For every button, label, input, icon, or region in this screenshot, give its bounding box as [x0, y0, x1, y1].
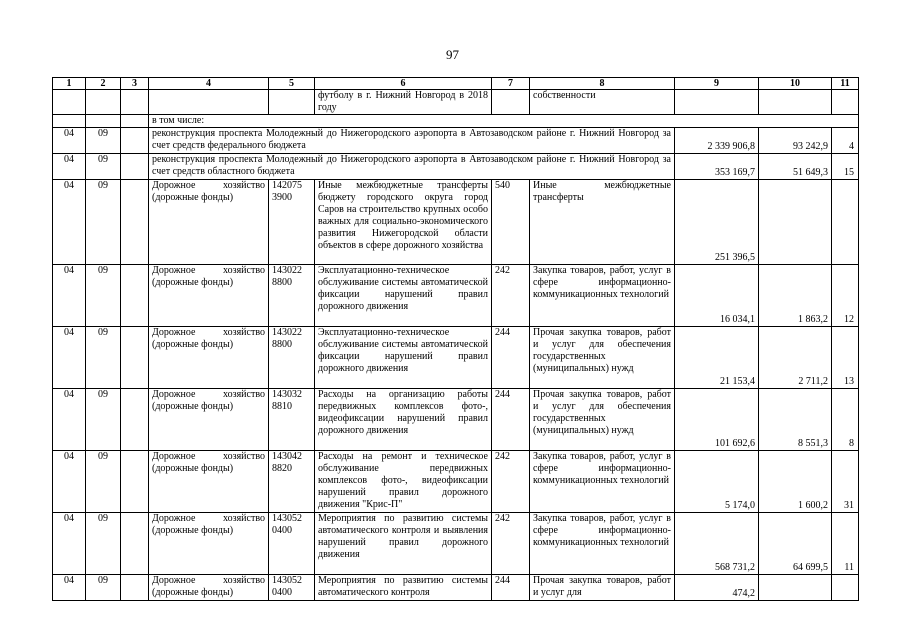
cell-expense-type: Прочая закупка товаров, работ и услуг для [530, 575, 675, 601]
cell-category: Дорожное хозяйство (дорожные фонды) [149, 180, 269, 265]
page-number: 97 [446, 47, 459, 62]
col-header: 4 [149, 78, 269, 90]
col-header: 10 [759, 78, 832, 90]
cell-rank [832, 575, 859, 601]
cell-purpose: Мероприятия по развитию системы автоматического контроля и выявления нарушений правил дорожного движения [315, 513, 492, 575]
cell-expense-type: Прочая закупка товаров, работ и услуг для обеспечения государственных (муниципальных) нужд [530, 327, 675, 389]
header-row [53, 78, 859, 90]
table-row [53, 128, 859, 154]
cell-rank: 12 [832, 265, 859, 327]
cell-section: 04 [53, 575, 86, 601]
cell-rank: 31 [832, 451, 859, 513]
cell-amount: 16 034,1 [675, 265, 759, 327]
cell-code: 143032 8810 [269, 389, 315, 451]
cell-code: 143052 0400 [269, 575, 315, 601]
cell-kvr: 540 [492, 180, 530, 265]
table-row [53, 513, 859, 575]
table-row [53, 389, 859, 451]
cell-purpose: футболу в г. Нижний Новгород в 2018 году [315, 90, 492, 115]
cell-expense-type: Закупка товаров, работ, услуг в сфере информационно-коммуникационных технологий [530, 265, 675, 327]
cell-subsection: 09 [86, 154, 121, 180]
cell-subsection: 09 [86, 575, 121, 601]
cell-rank: 15 [832, 154, 859, 180]
cell-expense-type: Закупка товаров, работ, услуг в сфере информационно-коммуникационных технологий [530, 513, 675, 575]
cell-code: 143052 0400 [269, 513, 315, 575]
cell-amount: 21 153,4 [675, 327, 759, 389]
cell-code: 143022 8800 [269, 265, 315, 327]
col-header: 1 [53, 78, 86, 90]
cell-category: Дорожное хозяйство (дорожные фонды) [149, 575, 269, 601]
cell-amount-2: 93 242,9 [759, 128, 832, 154]
cell-subsection: 09 [86, 389, 121, 451]
col-header: 6 [315, 78, 492, 90]
cell-section: 04 [53, 389, 86, 451]
cell-description: реконструкция проспекта Молодежный до Нижегородского аэропорта в Автозаводском районе г. Нижний Новгород за счет средств федерального бюджета [149, 128, 675, 154]
col-header: 3 [121, 78, 149, 90]
cell-subsection: 09 [86, 513, 121, 575]
subtitle-in-total: в том числе: [149, 115, 859, 128]
cell-code: 142075 3900 [269, 180, 315, 265]
cell-rank: 13 [832, 327, 859, 389]
col-header: 8 [530, 78, 675, 90]
cell-amount-2: 2 711,2 [759, 327, 832, 389]
cell-amount: 101 692,6 [675, 389, 759, 451]
table-row [53, 327, 859, 389]
cell-amount-2: 64 699,5 [759, 513, 832, 575]
cell-purpose: Эксплуатационно-техническое обслуживание системы автоматической фиксации нарушений правил дорожного движения [315, 327, 492, 389]
table-row [53, 154, 859, 180]
table-row [53, 90, 859, 115]
cell-amount-2: 8 551,3 [759, 389, 832, 451]
cell-rank: 11 [832, 513, 859, 575]
cell-amount-2: 1 863,2 [759, 265, 832, 327]
cell-kvr: 244 [492, 389, 530, 451]
cell-category: Дорожное хозяйство (дорожные фонды) [149, 451, 269, 513]
cell-code: 143022 8800 [269, 327, 315, 389]
cell-category: Дорожное хозяйство (дорожные фонды) [149, 265, 269, 327]
cell-rank [832, 180, 859, 265]
cell-subsection: 09 [86, 265, 121, 327]
cell-code: 143042 8820 [269, 451, 315, 513]
cell-section: 04 [53, 513, 86, 575]
cell-category: Дорожное хозяйство (дорожные фонды) [149, 389, 269, 451]
cell-amount-2: 51 649,3 [759, 154, 832, 180]
cell-section: 04 [53, 180, 86, 265]
cell-expense-type: Прочая закупка товаров, работ и услуг для обеспечения государственных (муниципальных) нужд [530, 389, 675, 451]
cell-subsection: 09 [86, 180, 121, 265]
cell-amount: 568 731,2 [675, 513, 759, 575]
cell-kvr: 242 [492, 265, 530, 327]
cell-kvr: 242 [492, 513, 530, 575]
col-header: 2 [86, 78, 121, 90]
col-header: 7 [492, 78, 530, 90]
cell-expense-type: Закупка товаров, работ, услуг в сфере информационно-коммуникационных технологий [530, 451, 675, 513]
table-row [53, 265, 859, 327]
cell-rank: 4 [832, 128, 859, 154]
cell-amount-2 [759, 180, 832, 265]
cell-rank: 8 [832, 389, 859, 451]
cell-category: Дорожное хозяйство (дорожные фонды) [149, 513, 269, 575]
cell-purpose: Эксплуатационно-техническое обслуживание системы автоматической фиксации нарушений правил дорожного движения [315, 265, 492, 327]
cell-subsection: 09 [86, 128, 121, 154]
cell-kvr: 242 [492, 451, 530, 513]
cell-purpose: Иные межбюджетные трансферты бюджету городского округа город Саров на строительство крупных особо важных для социально-экономического развития Нижегородской области объектов в сфере дорожного хозяйства [315, 180, 492, 265]
cell-purpose: Расходы на ремонт и техническое обслуживание передвижных комплексов фото-, видеофиксации нарушений правил дорожного движения "Крис-П" [315, 451, 492, 513]
table-row [53, 115, 859, 128]
col-header: 5 [269, 78, 315, 90]
cell-section: 04 [53, 327, 86, 389]
cell-expense-type: собственности [530, 90, 675, 115]
cell-amount: 251 396,5 [675, 180, 759, 265]
cell-purpose: Мероприятия по развитию системы автоматического контроля [315, 575, 492, 601]
cell-section: 04 [53, 265, 86, 327]
cell-section: 04 [53, 451, 86, 513]
table-row [53, 451, 859, 513]
cell-purpose: Расходы на организацию работы передвижных комплексов фото-, видеофиксации нарушений правил дорожного движения [315, 389, 492, 451]
budget-table [52, 77, 859, 601]
table-row [53, 575, 859, 601]
cell-amount: 5 174,0 [675, 451, 759, 513]
cell-amount: 2 339 906,8 [675, 128, 759, 154]
table-row [53, 180, 859, 265]
cell-section: 04 [53, 128, 86, 154]
cell-kvr: 244 [492, 575, 530, 601]
cell-amount: 353 169,7 [675, 154, 759, 180]
cell-subsection: 09 [86, 451, 121, 513]
cell-category: Дорожное хозяйство (дорожные фонды) [149, 327, 269, 389]
cell-section: 04 [53, 154, 86, 180]
cell-amount: 474,2 [675, 575, 759, 601]
col-header: 9 [675, 78, 759, 90]
col-header: 11 [832, 78, 859, 90]
cell-amount-2: 1 600,2 [759, 451, 832, 513]
cell-subsection: 09 [86, 327, 121, 389]
cell-kvr: 244 [492, 327, 530, 389]
cell-amount-2 [759, 575, 832, 601]
cell-description: реконструкция проспекта Молодежный до Нижегородского аэропорта в Автозаводском районе г. Нижний Новгород за счет средств областного бюджета [149, 154, 675, 180]
cell-expense-type: Иные межбюджетные трансферты [530, 180, 675, 265]
